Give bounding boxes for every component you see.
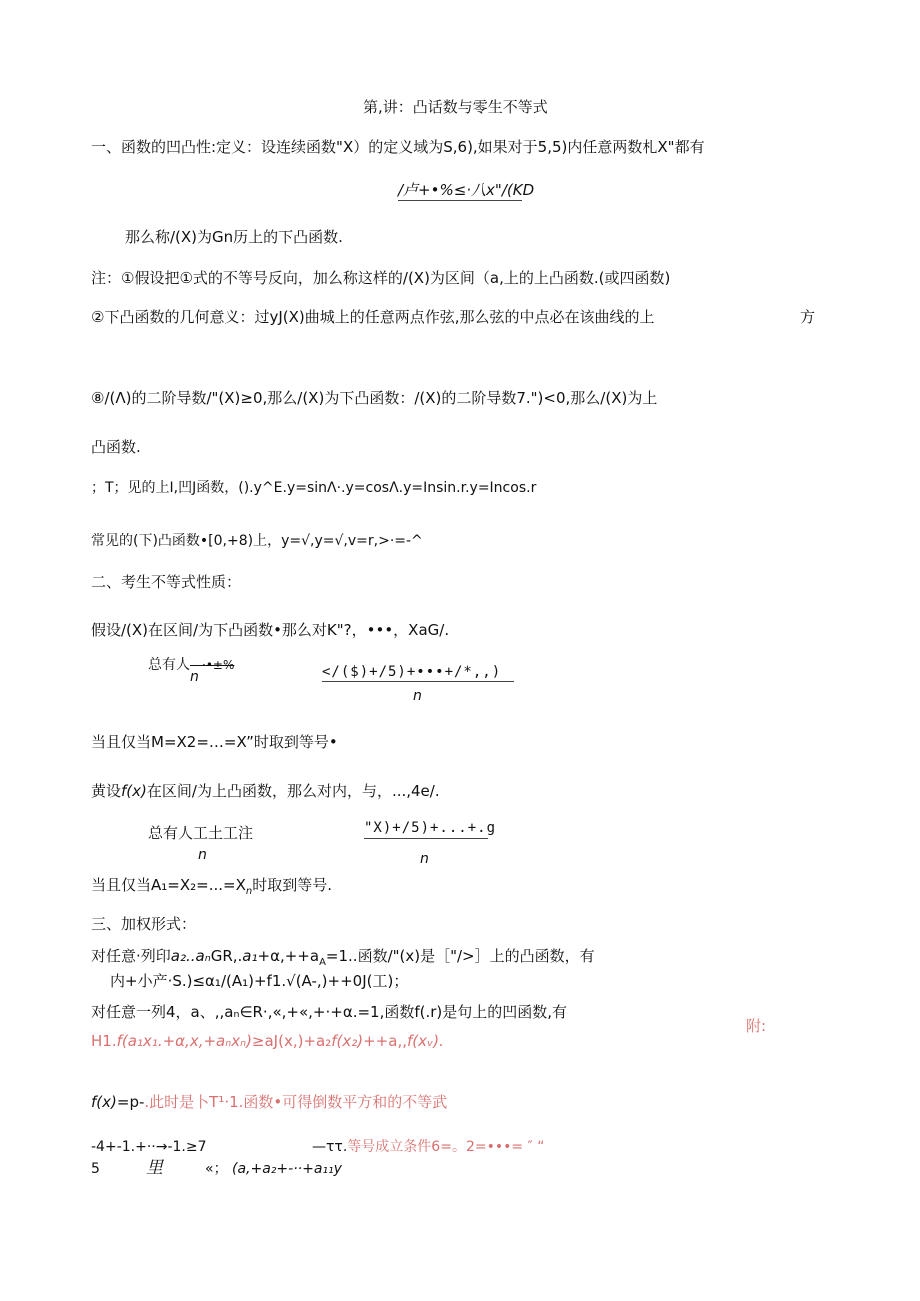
section2-concave-premise xyxy=(91,781,440,801)
concave-premise-prefix: 黄设 xyxy=(91,782,122,800)
equality-condition-1: 当且仅当M=X2=…=X”时取到等号• xyxy=(91,733,338,751)
weighted-line-1-a: 对任意·列印 xyxy=(91,947,171,965)
weighted-line-1-g: =1..函数/"(x)是［"/>］上的凸函数，有 xyxy=(325,947,595,965)
side-label: 附: xyxy=(746,1017,767,1035)
page-title: 第,讲：凸话数与零生不等式 xyxy=(363,98,548,116)
inequality2-fraction-bar xyxy=(364,838,488,839)
weighted-line-4-d: f(x₂) xyxy=(331,1032,364,1050)
weighted-line-1-e: +α,++a xyxy=(257,947,320,965)
section2-premise: 假设/(X)在区间/为下凸函数•那么对K"?，•••，XaG/. xyxy=(91,621,450,639)
section1-definition: 一、函数的凹凸性:定义：设连续函数"X）的定义域为S,6),如果对于5,5)内任意两数札X"都有 xyxy=(91,138,705,156)
convexity-formula: /卢+•%≤·八x"/(KD xyxy=(398,181,535,199)
weighted-line-6-fraction: —ττ. xyxy=(312,1139,348,1155)
weighted-line-6-condition: 等号成立条件6=。2=•••= ″ “ xyxy=(347,1139,545,1155)
note-2: ②下凸函数的几何意义：过yJ(X)曲城上的任意两点作弦,那么弦的中点必在该曲线的上 xyxy=(91,308,655,326)
weighted-line-4-e: ++a,, xyxy=(363,1032,407,1050)
inequality2-left: 总有人工土工注 xyxy=(148,824,254,842)
weighted-line-7-d: (a,+a₂+-··+a₁₁y xyxy=(232,1161,342,1177)
note-3: ⑧/(Λ)的二阶导数/"(X)≥0,那么/(X)为下凸函数：/(X)的二阶导数7.")<0,那么/(X)为上 xyxy=(91,389,658,407)
weighted-line-1-d: a₁ xyxy=(242,947,258,965)
weighted-line-1-c: GR,. xyxy=(210,947,243,965)
note-5: 常见的(下)凸函数•[0,+8)上，y=√,y=√,v=r,>·=-^ xyxy=(91,533,423,549)
inequality1-fraction-bar xyxy=(322,681,514,682)
section3-heading: 三、加权形式： xyxy=(91,915,197,933)
weighted-line-5 xyxy=(91,1092,447,1112)
note-2-end: 方 xyxy=(800,308,816,326)
concave-premise-rest: 在区间/为上凸函数，那么对内，与，...,4e/. xyxy=(146,782,440,800)
equality-condition-2-suffix: 时取到等号. xyxy=(252,876,332,894)
weighted-line-4 xyxy=(91,1031,444,1051)
weighted-line-1-f: A xyxy=(319,957,326,968)
inequality1-left-denominator: n xyxy=(190,669,199,685)
equality-condition-2 xyxy=(91,875,332,902)
weighted-line-7-a: 5 xyxy=(91,1161,100,1177)
weighted-line-6-right xyxy=(312,1137,544,1157)
equality-condition-2-prefix: 当且仅当A₁=X₂=...=X xyxy=(91,876,246,894)
weighted-line-5-comment: .此时是卜T¹·1.函数•可得倒数平方和的不等武 xyxy=(144,1093,448,1111)
inequality1-right-numerator: </($)+/5)+•••+/*,,) xyxy=(322,664,502,680)
inequality2-right-numerator: "X)+/5)+...+.g xyxy=(364,820,497,836)
weighted-line-3: 对任意一列4，a、,,aₙ∈R·,«,+«,+·+α.=1,函数f(.r)是句上的凹函数,有 xyxy=(91,1003,568,1021)
weighted-line-2: 内+小产·S.)≤α₁/(A₁)+f1.√(A-,)++0J(工)； xyxy=(110,972,409,990)
formula-underline xyxy=(398,200,522,201)
weighted-line-7-b: 里 xyxy=(146,1158,163,1178)
inequality1-right-denominator: n xyxy=(413,688,422,704)
weighted-line-5-eq: =p- xyxy=(116,1093,145,1111)
note-4: ；T；见的上I,凹J函数，().y^E.y=sinΛ·.y=cosΛ.y=Insin.r.y=Incos.r xyxy=(91,480,537,496)
section2-heading: 二、考生不等式性质： xyxy=(91,573,242,591)
concave-premise-fx: f(x) xyxy=(121,782,147,800)
weighted-line-4-b: f(a₁x₁.+α,x,+aₙxₙ) xyxy=(116,1032,252,1050)
weighted-line-6-left: -4+-1.+··→-1.≥7 xyxy=(91,1139,207,1155)
weighted-line-4-f: f(xᵥ). xyxy=(406,1032,444,1050)
weighted-line-1 xyxy=(91,946,595,973)
inequality2-right-denominator: n xyxy=(420,851,429,867)
weighted-line-4-c: ≥aJ(x,)+a₂ xyxy=(251,1032,332,1050)
weighted-line-7-c: «； xyxy=(205,1161,228,1177)
weighted-line-5-fx: f(x) xyxy=(91,1093,117,1111)
note-3-continued: 凸函数. xyxy=(91,438,141,456)
definition-conclusion: 那么称/(X)为Gn历上的下凸函数. xyxy=(125,228,343,246)
inequality1-left-strike: —·•±% xyxy=(190,658,235,672)
inequality2-left-denominator: n xyxy=(198,847,207,863)
weighted-line-1-b: a₂..aₙ xyxy=(170,947,211,965)
inequality1-left-text: 总有人 xyxy=(148,657,190,673)
weighted-line-4-a: H1. xyxy=(91,1032,117,1050)
equality-condition-2-sub: n xyxy=(245,886,253,897)
note-1: 注：①假设把①式的不等号反向，加么称这样的/(X)为区间（a,上的上凸函数.(或四函数) xyxy=(91,269,671,287)
